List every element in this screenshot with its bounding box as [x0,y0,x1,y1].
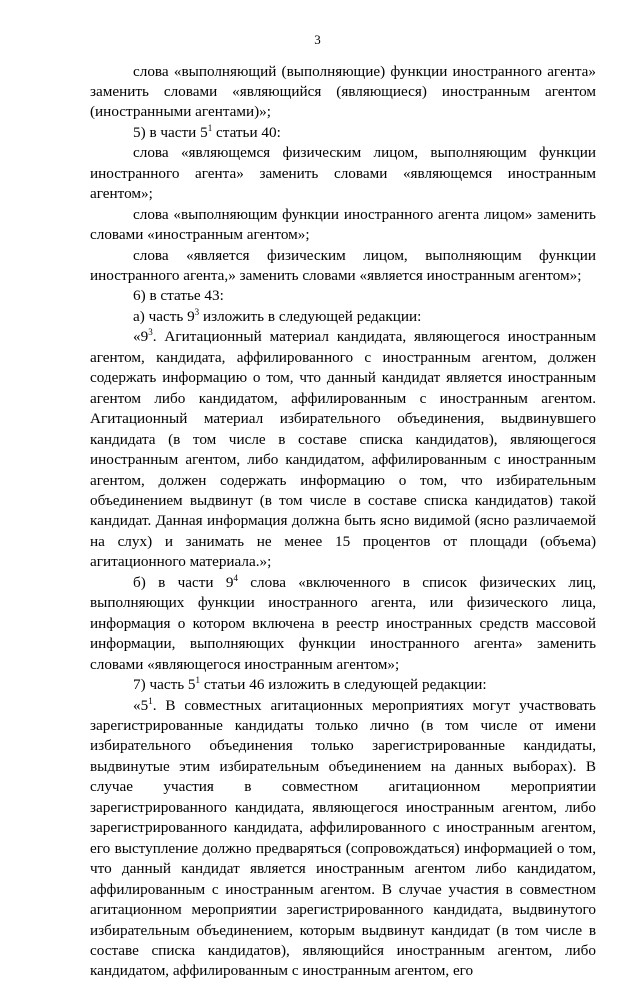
superscript: 1 [148,695,153,706]
paragraph [90,573,596,675]
paragraph-text: статьи 40: [212,123,281,141]
paragraph-text: . Агитационный материал кандидата, являющегося иностранным агентом, кандидата, аффилированного с иностранным агентом, должен содержать информацию о том, что данный кандидат является иностранным агентом либо кандидатом, аффилированным с иностранным агентом. Агитационный материал избирательного объединения, выдвинувшего кандидата (в том числе в составе списка кандидатов), являющегося иностранным агентом, либо кандидатом, аффилированным с иностранным агентом, должен содержать информацию о том, что избирательным объединением выдвинут (в том числе в составе списка кандидатов) такой кандидат. Данная информация должна быть ясно видимой (ясно различаемой на слух) и занимать не менее 15 процентов от площади (объема) агитационного материала.»; [90,328,596,571]
paragraph [90,143,596,204]
superscript: 4 [233,572,238,583]
page-number: 3 [314,32,321,47]
paragraph-text: слова «является физическим лицом, выполняющим функции иностранного агента,» заменить словами «является иностранным агентом»; [90,246,596,285]
document-body [90,62,596,982]
paragraph-text: «9 [133,328,149,346]
paragraph-text: слова «выполняющим функции иностранного агента лицом» заменить словами «иностранным агентом»; [90,205,596,244]
paragraph [90,123,596,143]
paragraph [90,62,596,123]
paragraph [90,286,596,306]
superscript: 1 [195,675,201,686]
superscript: 1 [207,122,213,133]
paragraph [90,675,596,695]
paragraph [90,327,596,572]
paragraph-text: слова «являющемся физическим лицом, выполняющим функции иностранного агента» заменить словами «являющемся иностранным агентом»; [90,144,596,203]
paragraph-text: изложить в следующей редакции: [199,307,422,325]
paragraph [90,696,596,982]
paragraph [90,307,596,327]
paragraph-text: 7) часть 5 [133,676,196,694]
paragraph-text: «5 [133,696,149,714]
paragraph-text: слова «включенного в список физических лиц, выполняющих функции иностранного агента, или физического лица, информация о котором включена в реестр иностранных средств массовой информации, выполняющих функции иностранного агента» заменить словами «являющегося иностранным агентом»; [90,573,597,673]
paragraph-text: слова «выполняющий (выполняющие) функции иностранного агента» заменить словами «являющийся (являющиеся) иностранным агентом (иностранными агентами)»; [90,62,596,121]
paragraph-text: статьи 46 изложить в следующей редакции: [200,676,487,694]
paragraph-text: 6) в статье 43: [133,287,224,305]
superscript: 3 [148,327,153,338]
superscript: 3 [194,306,200,317]
paragraph-text: 5) в части 5 [133,123,208,141]
paragraph-text: . В совместных агитационных мероприятиях могут участвовать зарегистрированные кандидаты только лично (в том числе от имени избирательного объединения только зарегистрированные кандидаты, выдвинутые этим избирательным объединением на данных выборах). В случае участия в совместном агитационном мероприятии зарегистрированного кандидата, являющегося иностранным агентом, либо зарегистрированного кандидата, аффилированного с иностранным агентом, его выступление должно предваряться (сопровождаться) информацией о том, что данный кандидат является иностранным агентом либо кандидатом, аффилированным с иностранным агентом. В случае участия в совместном агитационном мероприятии зарегистрированного кандидата, выдвинутого избирательным объединением, которым выдвинут кандидат (в том числе в составе списка кандидатов), являющийся иностранным агентом, либо кандидатом, аффилированным с иностранным агентом, его [90,696,596,980]
paragraph [90,205,596,246]
paragraph-text: а) часть 9 [133,307,195,325]
paragraph-text: б) в части 9 [133,573,234,591]
paragraph [90,246,596,287]
